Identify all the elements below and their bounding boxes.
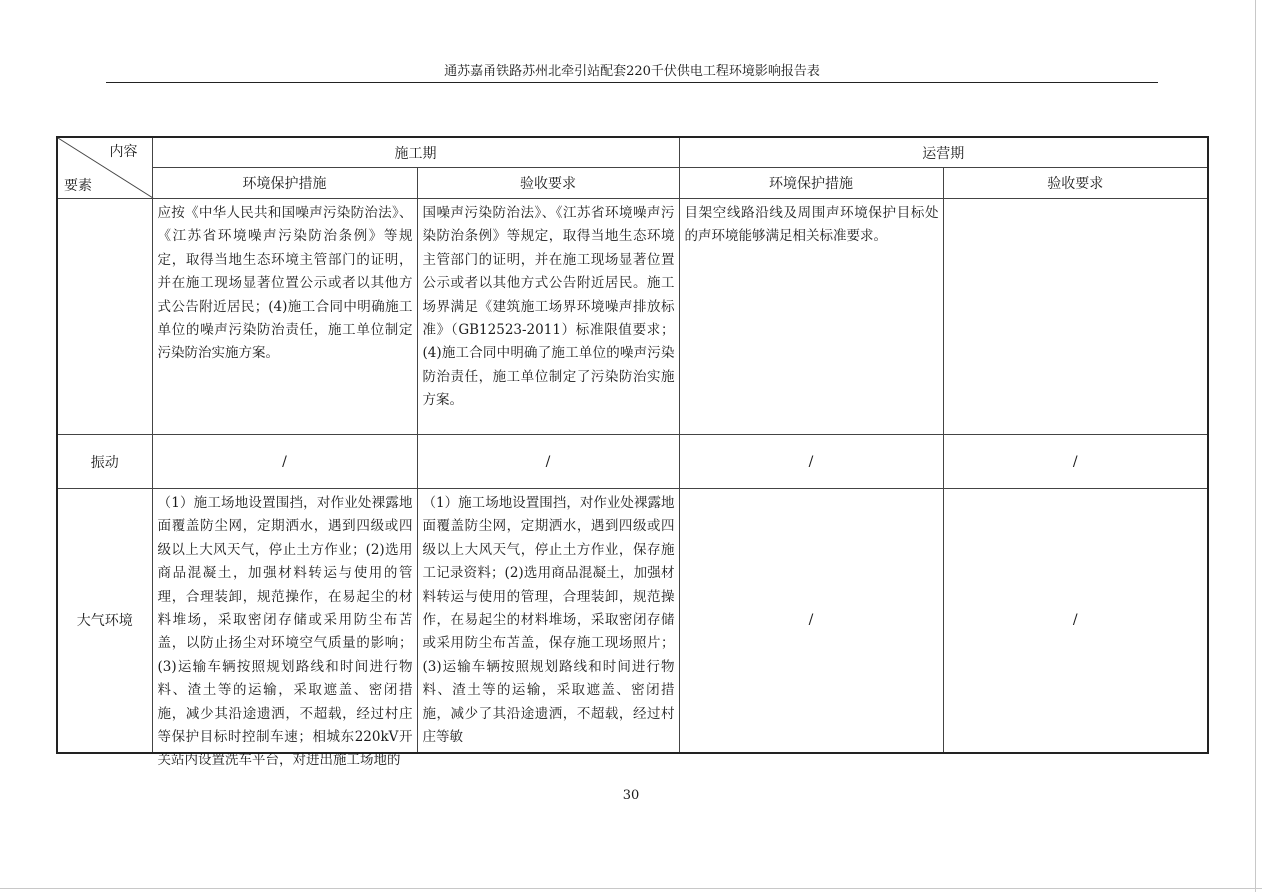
noise-operation-measures: 目架空线路沿线及周围声环境保护目标处的声环境能够满足相关标准要求。 <box>679 199 943 435</box>
header-operation-acceptance: 验收要求 <box>943 168 1208 199</box>
vibration-operation-measures: / <box>679 435 943 489</box>
table-header-row-1 <box>57 137 1208 168</box>
page-edge-right <box>1255 0 1256 892</box>
header-construction-measures: 环境保护措施 <box>152 168 417 199</box>
air-operation-acceptance: / <box>943 489 1208 753</box>
air-construction-measures-cell <box>152 489 417 769</box>
page-number: 30 <box>622 788 640 803</box>
corner-label-content: 内容 <box>109 144 138 160</box>
air-construction-acceptance-cell <box>417 489 679 753</box>
row-element-name: 大气环境 <box>57 489 152 753</box>
page-edge-bottom <box>0 888 1262 889</box>
row-element-name <box>57 199 152 435</box>
vibration-operation-acceptance: / <box>943 435 1208 489</box>
document-header-title: 通苏嘉甬铁路苏州北牵引站配套220千伏供电工程环境影响报告表 <box>444 64 820 79</box>
air-construction-acceptance: （1）施工场地设置围挡，对作业处裸露地面覆盖防尘网，定期洒水，遇到四级或四级以上大风天气，停止土方作业，保存施工记录资料；(2)选用商品混凝土，加强材料转运与使用的管理，合理装卸，规范操作，在易起尘的材料堆场，采取密闭存储或采用防尘布苫盖，保存施工现场照片；(3)运输车辆按照规划路线和时间进行物料、渣土等的运输，采取遮盖、密闭措施，减少了其沿途遗洒，不超载，经过村庄等敏 <box>422 495 675 746</box>
air-construction-measures: （1）施工场地设置围挡，对作业处裸露地面覆盖防尘网，定期洒水，遇到四级或四级以上大风天气，停止土方作业；(2)选用商品混凝土，加强材料转运与使用的管理，合理装卸，规范操作，在易起尘的材料堆场，采取密闭存储或采用防尘布苫盖，以防止扬尘对环境空气质量的影响；(3)运输车辆按照规划路线和时间进行物料、渣土等的运输，采取遮盖、密闭措施，减少其沿途遗洒，不超载，经过村庄等保护目标时控制车速；相城东220kV开关站内设置洗车平台，对进出施工场地的 <box>157 495 413 769</box>
table-header-row-2 <box>57 168 1208 199</box>
header-construction-period: 施工期 <box>152 137 679 168</box>
noise-operation-acceptance <box>943 199 1208 435</box>
table-row-air <box>57 489 1208 753</box>
header-rule <box>106 82 1158 83</box>
vibration-construction-acceptance: / <box>417 435 679 489</box>
measures-table <box>56 136 1209 769</box>
header-operation-measures: 环境保护措施 <box>679 168 943 199</box>
table-row-vibration <box>57 435 1208 489</box>
corner-label-element: 要素 <box>64 178 92 194</box>
header-operation-period: 运营期 <box>679 137 1208 168</box>
header-construction-acceptance: 验收要求 <box>417 168 679 199</box>
noise-construction-acceptance: 国噪声污染防治法》、《江苏省环境噪声污染防治条例》等规定，取得当地生态环境主管部门的证明，并在施工现场显著位置公示或者以其他方式公告附近居民。施工场界满足《建筑施工场界环境噪声排放标准》（GB12523-2011）标准限值要求；(4)施工合同中明确了施工单位的噪声污染防治责任，施工单位制定了污染防治实施方案。 <box>417 199 679 435</box>
row-element-name: 振动 <box>57 435 152 489</box>
diagonal-header-cell <box>57 137 152 199</box>
table-row-noise <box>57 199 1208 435</box>
air-operation-measures: / <box>679 489 943 753</box>
noise-construction-measures: 应按《中华人民共和国噪声污染防治法》、《江苏省环境噪声污染防治条例》等规定，取得当地生态环境主管部门的证明，并在施工现场显著位置公示或者以其他方式公告附近居民；(4)施工合同中明确施工单位的噪声污染防治责任，施工单位制定污染防治实施方案。 <box>152 199 417 435</box>
vibration-construction-measures: / <box>152 435 417 489</box>
